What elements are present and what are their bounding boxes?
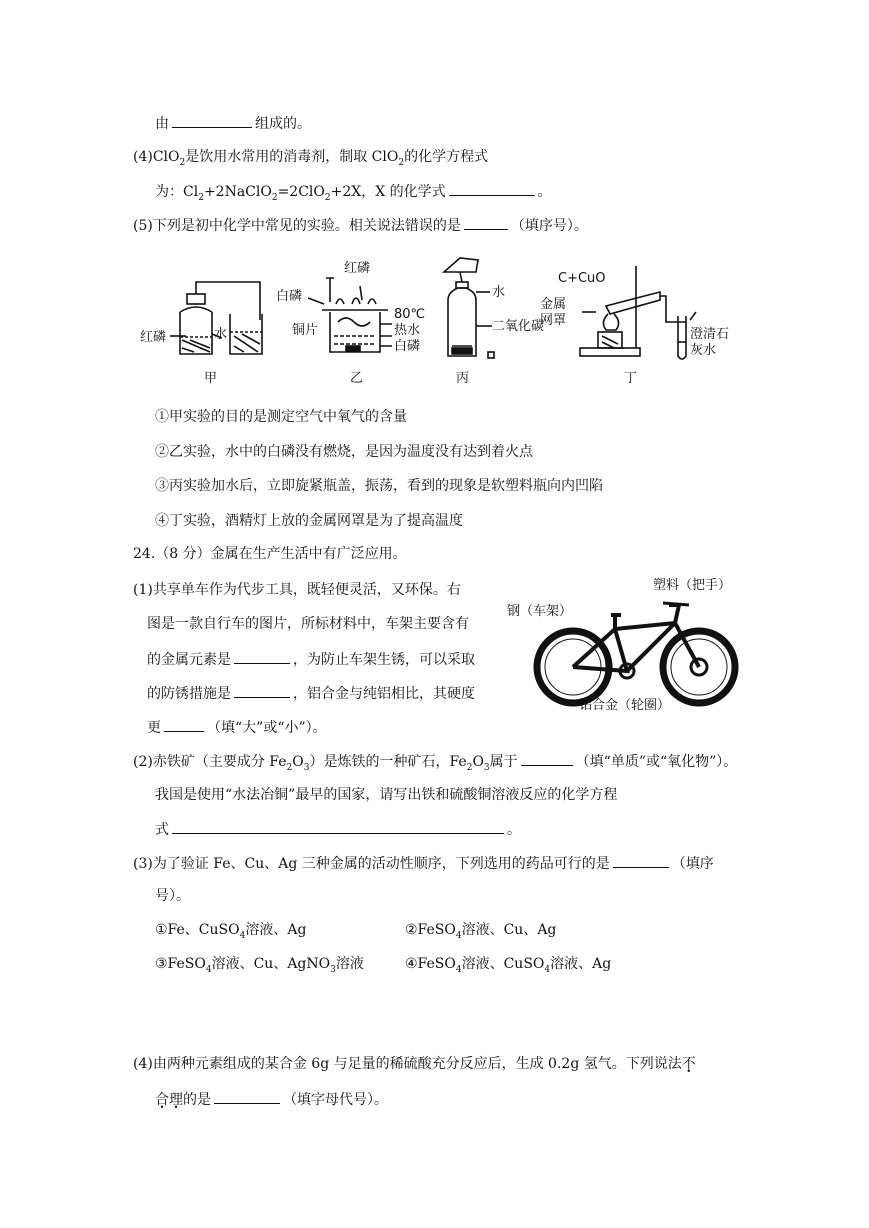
q24-part3-option-4: ④FeSO$_4$溶液、CuSO$_4$溶液、Ag	[405, 956, 612, 975]
yi-temp-label: 80℃	[394, 307, 426, 322]
q23-option-2: ②乙实验，水中的白磷没有燃烧，是因为温度没有达到着火点	[155, 444, 533, 460]
bing-label: 丙	[456, 371, 470, 386]
q24-part2-line3: 式 。	[155, 818, 521, 840]
q23-part4-line1: (4)ClO$_2$是饮用水常用的消毒剂，制取 ClO$_2$的化学方程式	[133, 149, 489, 168]
bing-co2-label: 二氧化碳	[492, 319, 545, 334]
answer-blank-hardness[interactable]	[164, 716, 204, 732]
q24-part1-line5: 更 （填“大”或“小”）。	[147, 716, 327, 738]
answer-blank-equation[interactable]	[172, 818, 504, 834]
experiment-figure	[130, 252, 770, 392]
bike-alloy-label: 铝合金（轮圈）	[579, 698, 671, 713]
ding-reactants-label: C+CuO	[558, 271, 606, 286]
q24-part1-line1: (1)共享单车作为代步工具，既轻便灵活，又环保。右	[133, 582, 461, 598]
q23-option-4: ④丁实验，酒精灯上放的金属网罩是为了提高温度	[155, 513, 463, 529]
emphasis-char-he: 合	[155, 1092, 169, 1108]
q24-part1-line3: 的金属元素是 ，为防止车架生锈，可以采取	[147, 648, 475, 670]
q24-part3-line1: (3)为了验证 Fe、Cu、Ag 三种金属的活动性顺序，下列选用的药品可行的是 （填序	[133, 852, 714, 874]
q24-part3-option-1: ①Fe、CuSO$_4$溶液、Ag	[155, 922, 307, 941]
q23-option-3: ③丙实验加水后，立即旋紧瓶盖，振荡，看到的现象是软塑料瓶向内凹陷	[155, 478, 603, 494]
answer-blank-reagents[interactable]	[613, 852, 669, 868]
yi-hot-water-label: 热水	[394, 323, 421, 338]
emphasis-char-li: 理	[169, 1092, 183, 1108]
q23-part4-line2: 为：$Cl_2+2NaClO_2=2ClO_2+2X$，X 的化学式 。	[155, 180, 552, 202]
q24-part4-line1: (4)由两种元素组成的某合金 6g 与足量的稀硫酸充分反应后，生成 0.2g 氢气。下列说法不	[133, 1056, 696, 1072]
q24-part3-option-3: ③FeSO$_4$溶液、Cu、AgNO$_3$溶液	[155, 956, 364, 975]
answer-blank-letter-code[interactable]	[214, 1088, 280, 1104]
bike-steel-label: 钢（车架）	[507, 604, 573, 619]
answer-blank-rust-prevention[interactable]	[234, 682, 290, 698]
emphasis-char-not: 不	[681, 1056, 696, 1072]
q24-part3-option-2: ②FeSO$_4$溶液、Cu、Ag	[405, 922, 557, 941]
ding-mesh-label-1: 金属	[540, 297, 567, 312]
q23-part5-line: (5)下列是初中化学中常见的实验。相关说法错误的是 （填序号）。	[133, 214, 588, 236]
bing-water-label: 水	[492, 285, 506, 300]
q24-part4-line2: 合理的是 （填字母代号）。	[155, 1088, 388, 1110]
yi-label: 乙	[350, 371, 364, 386]
jia-water-label: 水	[214, 327, 228, 342]
yi-white-phosphorus2-label: 白磷	[394, 339, 421, 354]
yi-copper-label: 铜片	[292, 323, 319, 338]
answer-blank-substance-type[interactable]	[521, 750, 573, 766]
ding-limewater-label-1: 澄清石	[690, 327, 730, 342]
yi-red-phosphorus-label: 红磷	[344, 261, 371, 276]
answer-blank-frame-element[interactable]	[234, 648, 290, 664]
jia-label: 甲	[204, 371, 218, 386]
jia-red-phosphorus-label: 红磷	[140, 330, 167, 345]
yi-white-phosphorus-label: 白磷	[276, 289, 303, 304]
q24-part1-line2: 图是一款自行车的图片，所标材料中，车架主要含有	[147, 616, 469, 632]
q24-title: 24.（8 分）金属在生产生活中有广泛应用。	[133, 546, 407, 562]
q23-option-1: ①甲实验的目的是测定空气中氧气的含量	[155, 409, 407, 425]
ding-label: 丁	[624, 371, 638, 386]
answer-blank-composition[interactable]	[172, 112, 252, 128]
answer-blank-formula-x[interactable]	[449, 180, 535, 196]
answer-blank-wrong-statement[interactable]	[464, 214, 508, 230]
q24-part2-line2: 我国是使用“水法冶铜”最早的国家，请写出铁和硫酸铜溶液反应的化学方程	[155, 787, 618, 803]
ding-limewater-label-2: 灰水	[690, 343, 717, 358]
bicycle-figure	[503, 575, 773, 715]
q23-continuation: 由 组成的。	[155, 112, 311, 134]
bike-plastic-label: 塑料（把手）	[653, 578, 732, 593]
q24-part3-line2: 号）。	[155, 888, 190, 904]
ding-mesh-label-2: 网罩	[540, 313, 567, 328]
q24-part2-line1: (2)赤铁矿（主要成分 $Fe_2O_3$）是炼铁的一种矿石，$Fe_2O_3$属于 （填“单质”或“氧化物”）。	[133, 750, 737, 772]
q24-part1-line4: 的防锈措施是 ，铝合金与纯铝相比，其硬度	[147, 682, 475, 704]
